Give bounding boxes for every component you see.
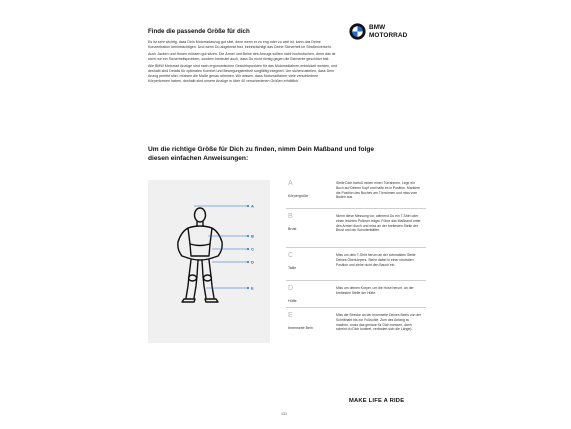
figure-marker-c: C <box>251 246 254 252</box>
step-label: Taille <box>288 266 297 270</box>
divider <box>286 280 426 281</box>
section-heading: Um die richtige Größe für Dich zu finden, nimm Dein Maßband und folge diesen einfachen Anweisungen: <box>148 146 375 162</box>
intro-paragraph: Alle BMW Motorrad Anzüge sind nach ergonomischen Gesichtspunkten für das Motorradfahren entwickelt worden, und deshalb sind Details für optimalen Komfort und Bewegungsfreiheit sorgfältig integriert. Um sicherzustellen, dass Dein Anzug perfekt sitzt, müssen die Maße genau stimmen. Wir wissen, dass Motorradfahrer viele verschiedene Körperformen haben, deshalb sind unsere Anzüge in über 40 verschiedenen Größen erhältlich. <box>148 64 337 83</box>
divider <box>286 247 426 248</box>
slogan: MAKE LIFE A RIDE <box>349 398 405 404</box>
step-label: Innenseite Bein <box>288 326 313 330</box>
step-text: Nimm diese Messung vor, während Du ein T-Shirt oder einen leichten Pullover trägst. Führe das Maßband unter den Armen durch und miss an der breitesten Stelle der Brust und der Schulterblätter. <box>336 214 421 233</box>
step-letter: A <box>288 180 293 187</box>
logo-wordmark <box>369 24 407 40</box>
mannequin-illustration <box>148 180 270 343</box>
divider <box>286 208 426 209</box>
logo-line-bmw: BMW <box>369 24 386 31</box>
divider <box>286 307 426 308</box>
figure-marker-e: E <box>251 285 254 291</box>
step-label: Brust <box>288 227 297 231</box>
step-letter: E <box>288 312 293 319</box>
step-label: Körpergröße <box>288 194 309 198</box>
step-letter: B <box>288 213 293 220</box>
page-title: Finde die passende Größe für dich <box>148 28 250 35</box>
figure-marker-a: A <box>251 203 254 209</box>
page-number: 131 <box>281 412 287 416</box>
step-text: Stelle Dich barfuß neben einen Türrahmen. Lege ein Buch auf Deinen Kopf und halte es in Position. Markiere die Position des Buches am Türrahmen und miss vom Boden aus. <box>336 181 421 200</box>
figure-marker-b: B <box>251 233 254 239</box>
step-text: Miss um dein T-Shirt herum an der schmalsten Stelle Deines Oberkörpers. Stehe dabei in einer neutralen Position und ziehe nicht den Bauch ein. <box>336 253 416 267</box>
step-letter: D <box>288 285 294 292</box>
bmw-roundel-icon <box>349 23 366 40</box>
step-letter: C <box>288 252 294 259</box>
figure-marker-d: D <box>251 259 254 265</box>
step-text: Miss die Strecke an der Innenseite Deines Beins von der Schrittnaht bis zur Fußsohle. Zum des Anfang zu machen, muss das genaue für Dich messen, dann scheint du Dich konkret, verändert sich die Länge). <box>336 313 422 332</box>
step-label: Hüfte <box>288 299 297 303</box>
step-text: Miss um deinen Körper, um die Hose herum, an der breitesten Stelle der Hüfte. <box>336 286 414 295</box>
bmw-motorrad-logo <box>349 22 419 42</box>
measurement-figure <box>148 180 270 343</box>
intro-paragraph: Auch Jacken und Hosen müssen gut sitzen. Die Ärmel und Beine des Anzugs sollten nicht hochrutschen, denn das ist nicht nur ein Sicherheitsproblem, sondern bedeutet auch, dass Du nicht richtig gegen die Elemente geschützt bist. <box>148 52 336 61</box>
intro-paragraph: Es ist sehr wichtig, dass Dein Motorradanzug gut sitzt, denn wenn er zu eng oder zu weit ist, kann das Deine Konzentration beeinträchtigen. Und wenn Du abgelenkt bist, beeinträchtigt das Deine Sicherheit im Straßenverkehr. <box>148 40 332 49</box>
intro-text <box>148 40 338 86</box>
logo-line-motorrad: MOTORRAD <box>369 31 408 39</box>
